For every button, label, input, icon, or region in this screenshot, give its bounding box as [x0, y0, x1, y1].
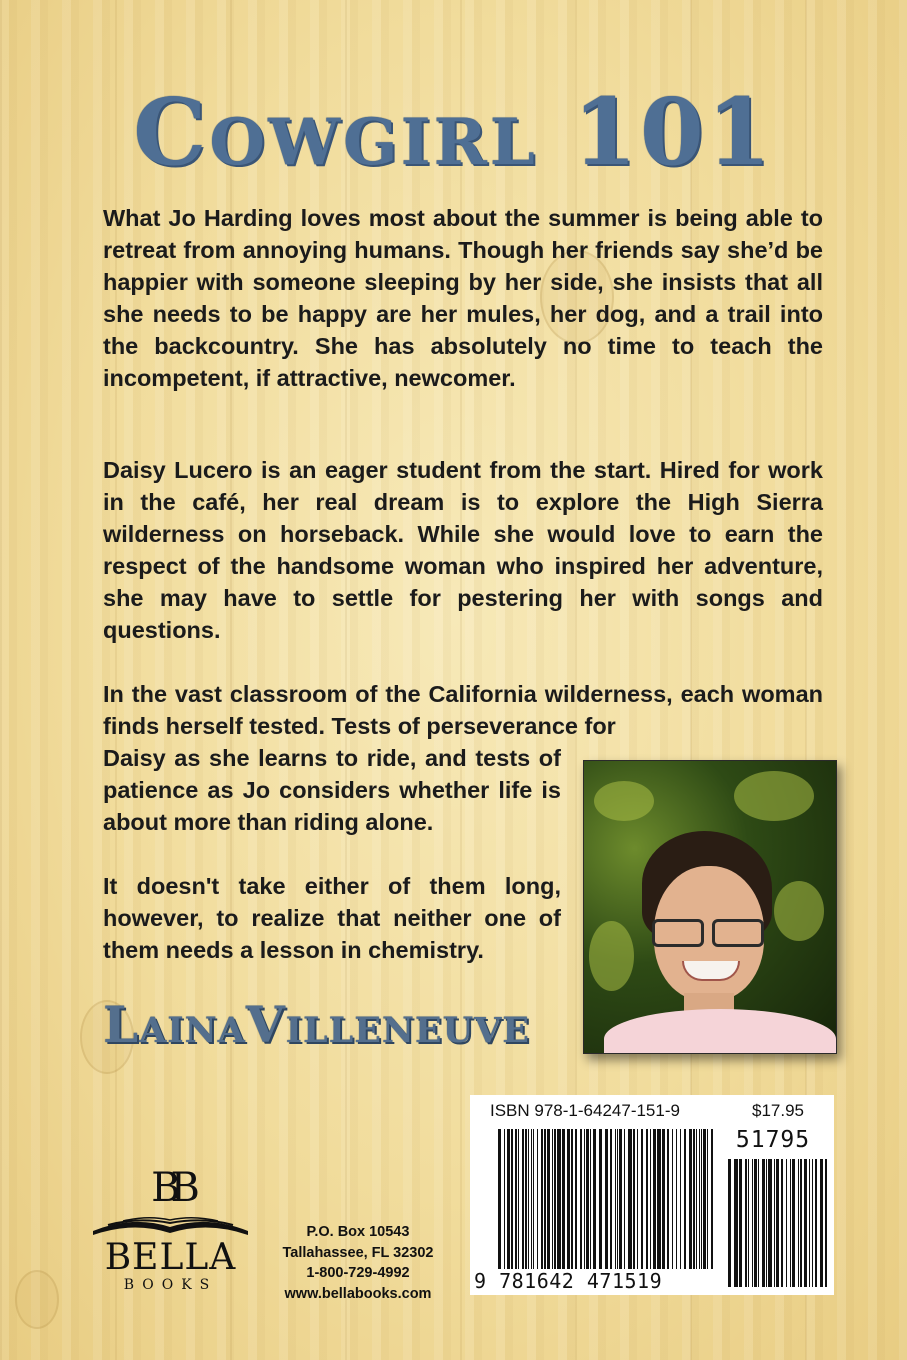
barcode-bar: [599, 1129, 602, 1269]
barcode-bar: [586, 1129, 589, 1269]
barcode-bar: [557, 1129, 561, 1269]
barcode-bar: [593, 1129, 596, 1269]
barcode-bar: [815, 1159, 817, 1287]
barcode-bar: [662, 1129, 665, 1269]
blurb-paragraph-1: What Jo Harding loves most about the summer is being able to retreat from annoying humans. Though her friends say she’d be happier with someone sleeping by her side, she insists that all she needs to be happy are her mules, her dog, and a trail into the backcountry. She has absolutely no time to teach the incompetent, if attractive, newcomer.: [103, 205, 823, 391]
blurb-paragraph-3: In the vast classroom of the California wilderness, each woman finds herself tested. Tests of perseverance for: [103, 681, 823, 739]
barcode-bar: [511, 1129, 513, 1269]
barcode-bar: [541, 1129, 543, 1269]
barcode-bar: [689, 1129, 692, 1269]
barcode-bar: [707, 1129, 708, 1269]
barcode-bar: [825, 1159, 827, 1287]
barcode-bar: [619, 1129, 622, 1269]
barcode-bar: [693, 1129, 695, 1269]
barcode-bars: [470, 1095, 834, 1295]
barcode-bar: [537, 1129, 538, 1269]
barcode-bar: [571, 1129, 573, 1269]
barcode-bar: [617, 1129, 618, 1269]
barcode-bar: [575, 1129, 577, 1269]
address-line: P.O. Box 10543: [306, 1224, 410, 1240]
blurb-paragraph-2: Daisy Lucero is an eager student from the start. Hired for work in the café, her real dream is to explore the High Sierra wilderness on horseback. While she would love to earn the respect of the handsome woman who inspired her adventure, she may have to settle for pestering her with songs and questions.: [103, 457, 823, 643]
barcode-bar: [768, 1159, 772, 1287]
barcode-bar: [554, 1129, 556, 1269]
barcode-bar: [696, 1129, 697, 1269]
barcode-bar: [605, 1129, 608, 1269]
barcode-bar: [637, 1129, 638, 1269]
barcode-bar: [676, 1129, 677, 1269]
barcode-bar: [812, 1159, 813, 1287]
barcode-bar: [528, 1129, 529, 1269]
barcode-bar: [774, 1159, 775, 1287]
address-line: 1-800-729-4992: [306, 1265, 410, 1281]
barcode-bar: [515, 1129, 517, 1269]
barcode-bar: [776, 1159, 779, 1287]
barcode-bar: [701, 1129, 702, 1269]
barcode-bar: [507, 1129, 510, 1269]
barcode-bar: [792, 1159, 795, 1287]
barcode-bar: [752, 1159, 753, 1287]
publisher-subname: BOOKS: [123, 1277, 218, 1293]
barcode-bar: [728, 1159, 731, 1287]
barcode-bar: [739, 1159, 742, 1287]
book-title: Cowgirl 101: [133, 78, 774, 186]
barcode-bar: [798, 1159, 799, 1287]
barcode-bar: [653, 1129, 656, 1269]
publisher-name: BELLA: [104, 1237, 237, 1278]
barcode-bar: [804, 1159, 807, 1287]
blurb-paragraph-5: It doesn't take either of them long, however, to realize that neither one of them needs a lesson in chemistry.: [103, 873, 561, 963]
price-addon-code: 51795: [735, 1127, 811, 1153]
barcode-bar: [781, 1159, 783, 1287]
barcode-bar: [766, 1159, 767, 1287]
barcode-bar: [667, 1129, 669, 1269]
logo-monogram: BB: [151, 1165, 190, 1211]
barcode-bar: [584, 1129, 585, 1269]
barcode-bar: [533, 1129, 534, 1269]
barcode-bar: [628, 1129, 632, 1269]
barcode-bar: [650, 1129, 651, 1269]
barcode-bar: [657, 1129, 661, 1269]
blurb-paragraph-4: Daisy as she learns to ride, and tests of patience as Jo considers whether life is about more than riding alone.: [103, 745, 561, 835]
barcode-bar: [547, 1129, 550, 1269]
barcode-bar: [820, 1159, 823, 1287]
barcode-bar: [734, 1159, 738, 1287]
isbn-number: ISBN 978-1-64247-151-9: [490, 1101, 680, 1120]
barcode-bar: [758, 1159, 759, 1287]
barcode-bar: [680, 1129, 681, 1269]
barcode-bar: [748, 1159, 749, 1287]
address-line: www.bellabooks.com: [284, 1285, 432, 1302]
barcode-bar: [762, 1159, 765, 1287]
barcode-bar: [672, 1129, 673, 1269]
barcode-bar: [567, 1129, 570, 1269]
publisher-logo: [88, 1165, 253, 1300]
barcode-bar: [624, 1129, 625, 1269]
barcode-bar: [800, 1159, 802, 1287]
price: $17.95: [752, 1101, 804, 1120]
publisher-address: [263, 1222, 453, 1304]
barcode-bar: [786, 1159, 787, 1287]
barcode-bar: [699, 1129, 700, 1269]
barcode-bar: [552, 1129, 553, 1269]
barcode-bar: [544, 1129, 546, 1269]
barcode-bar: [809, 1159, 810, 1287]
barcode-bar: [522, 1129, 524, 1269]
barcode-bar: [518, 1129, 519, 1269]
wood-knot: [15, 1270, 59, 1329]
barcode-bar: [646, 1129, 648, 1269]
author-photo: [583, 760, 837, 1054]
barcode-bar: [684, 1129, 686, 1269]
barcode-bar: [590, 1129, 591, 1269]
barcode-bar: [562, 1129, 565, 1269]
isbn-barcode: [470, 1095, 834, 1295]
barcode-bar: [641, 1129, 643, 1269]
barcode-bar: [498, 1129, 501, 1269]
barcode-bar: [703, 1129, 706, 1269]
barcode-bar: [790, 1159, 791, 1287]
barcode-bar: [504, 1129, 505, 1269]
barcode-bar: [633, 1129, 635, 1269]
barcode-bar: [615, 1129, 616, 1269]
barcode-bar: [754, 1159, 757, 1287]
author-name: LainaVilleneuve: [103, 995, 530, 1054]
barcode-bar: [745, 1159, 747, 1287]
address-line: Tallahassee, FL 32302: [282, 1244, 434, 1261]
barcode-bar: [531, 1129, 532, 1269]
barcode-bar: [711, 1129, 713, 1269]
barcode-bar: [580, 1129, 582, 1269]
barcode-number: 9 781642 471519: [474, 1269, 663, 1293]
barcode-bar: [610, 1129, 612, 1269]
barcode-bar: [525, 1129, 527, 1269]
